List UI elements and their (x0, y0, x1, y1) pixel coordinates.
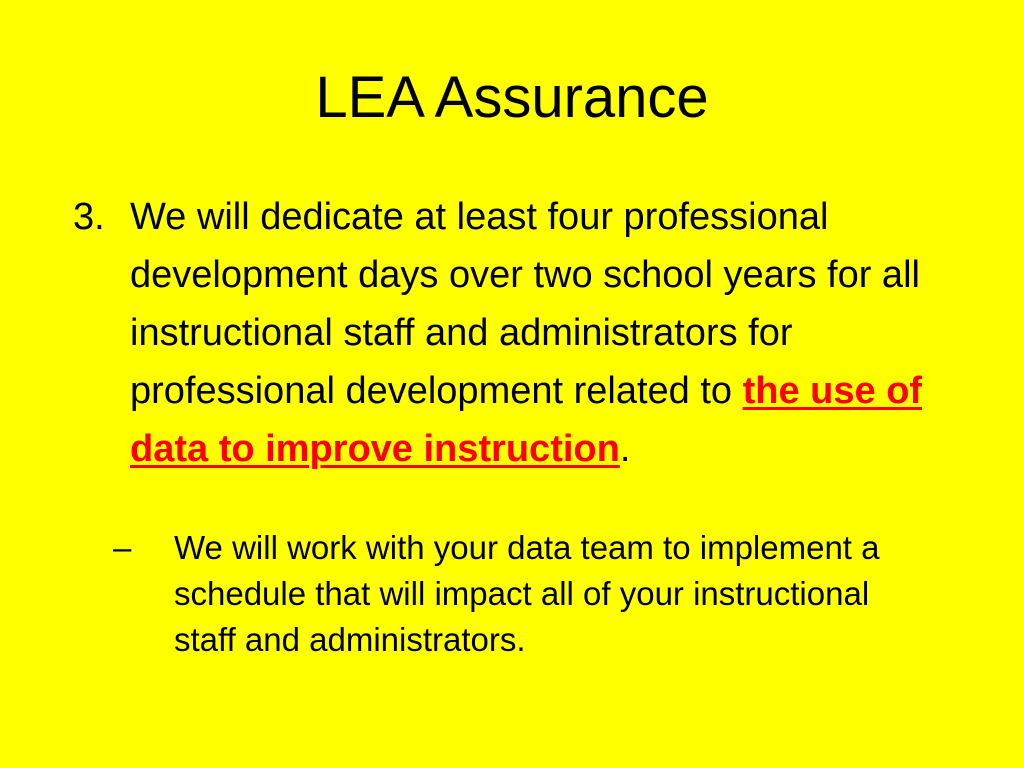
main-bullet-text: We will dedicate at least four professional development days over two school years for all instructional staff and administrators for professional development related to (130, 196, 920, 412)
sub-bullet-text: We will work with your data team to implement a schedule that will impact all of your instructional staff and administrators. (174, 529, 880, 658)
slide-title: LEA Assurance (315, 65, 709, 130)
highlighted-phrase: the use of data to improve instruction (130, 370, 923, 470)
dash-bullet-icon: – (113, 529, 132, 566)
main-bullet-number: 3. (73, 196, 105, 238)
main-bullet-body (73, 188, 953, 478)
sub-bullet-point (113, 525, 933, 663)
main-bullet-period: . (619, 428, 631, 470)
main-bullet-point (73, 188, 953, 478)
